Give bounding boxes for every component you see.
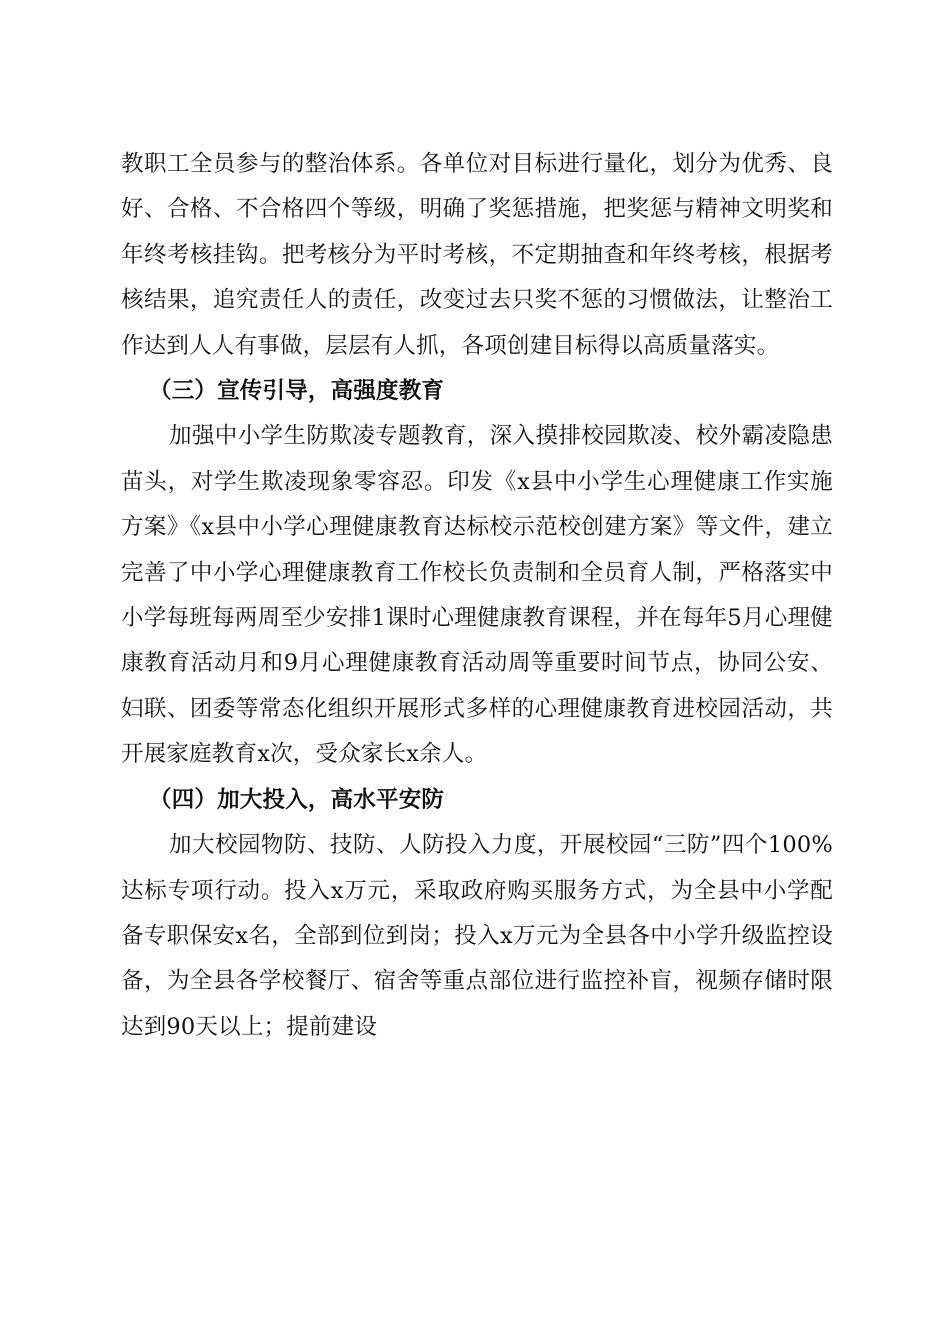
section-heading-publicity: （三）宣传引导，高强度教育 bbox=[149, 378, 445, 405]
paragraph-security-investment: 加大校园物防、技防、人防投入力度，开展校园“三防”四个100%达标专项行动。投入x万元，采取政府购买服务方式，为全县中小学配备专职保安x名，全部到位到岗；投入x万元为全县各中小学升级监控设备，为全县各学校餐厅、宿舍等重点部位进行监控补盲，视频存储时限达到90天以上；提前建设 bbox=[121, 832, 833, 1040]
paragraph-mental-health-education: 加强中小学生防欺凌专题教育，深入摸排校园欺凌、校外霸凌隐患苗头，对学生欺凌现象零容忍。印发《x县中小学生心理健康工作实施方案》《x县中小学心理健康教育达标校示范校创建方案》等文件，建立完善了中小学心理健康教育工作校长负责制和全员育人制，严格落实中小学每班每两周至少安排1课时心理健康教育课程，并在每年5月心理健康教育活动月和9月心理健康教育活动周等重要时间节点，协同公安、妇联、团委等常态化组织开展形式多样的心理健康教育进校园活动，共开展家庭教育x次，受众家长x余人。 bbox=[121, 423, 833, 768]
document-body bbox=[121, 142, 833, 1050]
section-heading-investment: （四）加大投入，高水平安防 bbox=[149, 786, 445, 813]
paragraph-assessment-system: 教职工全员参与的整治体系。各单位对目标进行量化，划分为优秀、良好、合格、不合格四个等级，明确了奖惩措施，把奖惩与精神文明奖和年终考核挂钩。把考核分为平时考核，不定期抽查和年终考核，根据考核结果，追究责任人的责任，改变过去只奖不惩的习惯做法，让整治工作达到人人有事做，层层有人抓，各项创建目标得以高质量落实。 bbox=[121, 151, 833, 359]
